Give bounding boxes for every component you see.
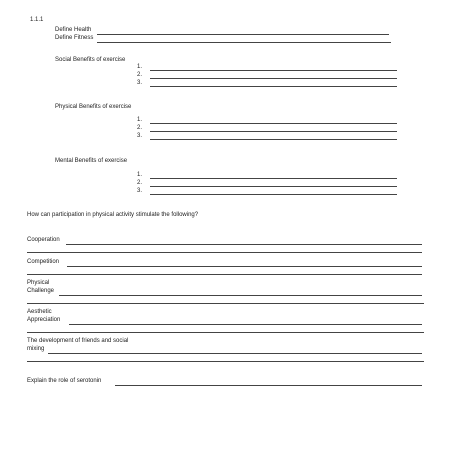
mental-answer-line-1[interactable] (150, 178, 397, 179)
mental-item-number-1: 1. (137, 172, 143, 178)
social-answer-line-1[interactable] (150, 70, 397, 71)
serotonin-prompt: Explain the role of serotonin (27, 378, 102, 384)
aesthetic-appreciation-answer-line-2[interactable] (27, 332, 424, 333)
physical-answer-line-3[interactable] (150, 139, 397, 140)
competition-answer-line-1[interactable] (67, 266, 422, 267)
physical-item-number-1: 1. (137, 117, 143, 123)
mental-answer-line-2[interactable] (150, 186, 397, 187)
friends-social-answer-line-2[interactable] (27, 361, 424, 362)
cooperation-answer-line-1[interactable] (66, 244, 422, 245)
cooperation-answer-line-2[interactable] (27, 252, 422, 253)
mental-item-number-2: 2. (137, 180, 143, 186)
physical-challenge-label-line1: Physical (27, 280, 50, 286)
define-health-label: Define Health (55, 27, 92, 33)
physical-item-number-2: 2. (137, 125, 143, 131)
aesthetic-appreciation-answer-line-1[interactable] (69, 324, 422, 325)
question-heading: How can participation in physical activity stimulate the following? (27, 212, 199, 218)
serotonin-answer-line[interactable] (115, 385, 422, 386)
friends-social-label-line1: The development of friends and social (27, 338, 129, 344)
social-answer-line-3[interactable] (150, 86, 397, 87)
section-number: 1.1.1 (30, 17, 44, 23)
mental-benefits-title: Mental Benefits of exercise (55, 158, 128, 164)
physical-challenge-label-line2: Challenge (27, 288, 55, 294)
aesthetic-appreciation-label-line1: Aesthetic (27, 309, 52, 315)
physical-answer-line-2[interactable] (150, 131, 397, 132)
friends-social-answer-line-1[interactable] (48, 353, 422, 354)
mental-item-number-3: 3. (137, 188, 143, 194)
define-health-answer-line[interactable] (97, 34, 389, 35)
define-fitness-answer-line[interactable] (97, 42, 391, 43)
social-item-number-1: 1. (137, 64, 143, 70)
mental-answer-line-3[interactable] (150, 194, 397, 195)
aesthetic-appreciation-label-line2: Appreciation (27, 317, 61, 323)
social-benefits-title: Social Benefits of exercise (55, 57, 126, 63)
social-item-number-3: 3. (137, 80, 143, 86)
social-answer-line-2[interactable] (150, 78, 397, 79)
physical-challenge-answer-line-1[interactable] (59, 295, 422, 296)
cooperation-label: Cooperation (27, 237, 60, 243)
friends-social-label-line2: mixing (27, 346, 45, 352)
social-item-number-2: 2. (137, 72, 143, 78)
physical-item-number-3: 3. (137, 133, 143, 139)
physical-answer-line-1[interactable] (150, 123, 397, 124)
define-fitness-label: Define Fitness (55, 35, 94, 41)
competition-answer-line-2[interactable] (27, 274, 422, 275)
physical-benefits-title: Physical Benefits of exercise (55, 104, 132, 110)
physical-challenge-answer-line-2[interactable] (27, 303, 424, 304)
competition-label: Competition (27, 259, 60, 265)
